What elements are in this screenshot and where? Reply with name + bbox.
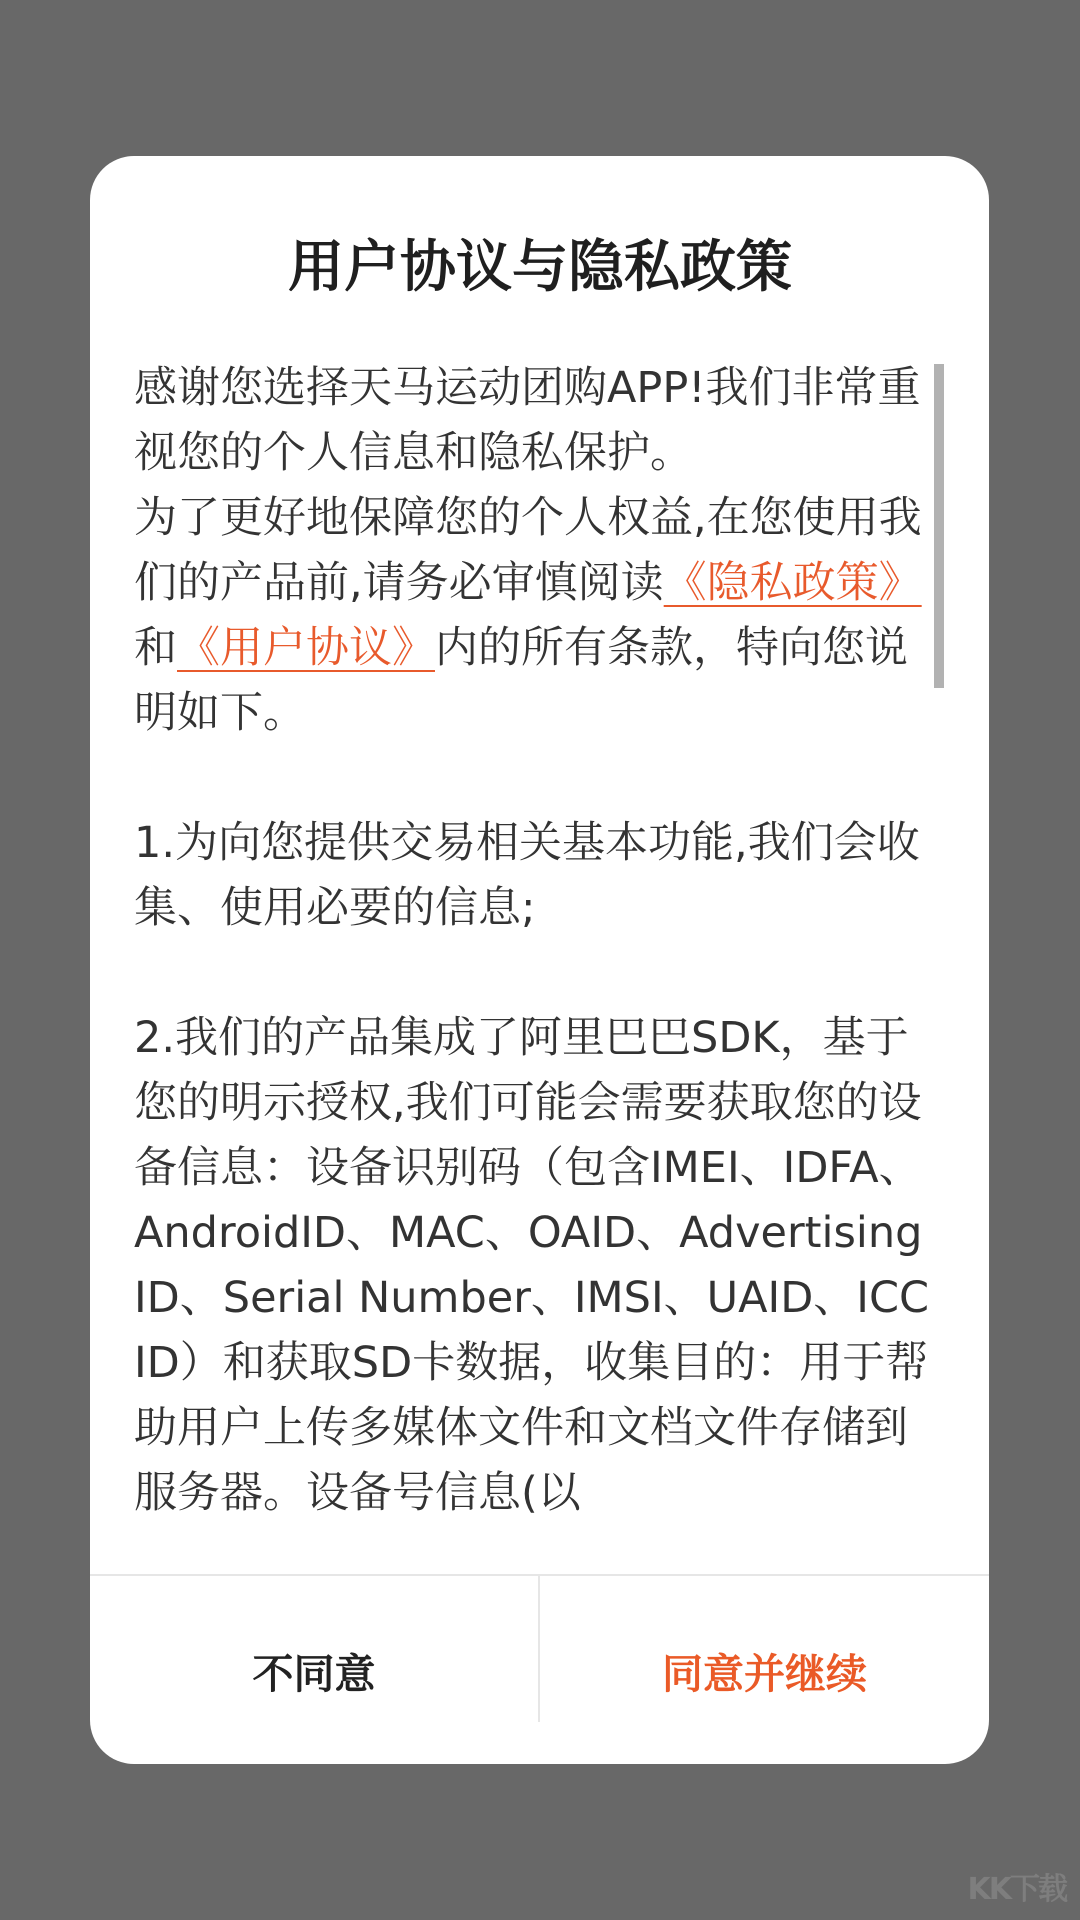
- notice-text-after: 内的所有条款，特向您说明如下。: [134, 623, 908, 738]
- notice-paragraph: [134, 486, 934, 746]
- notice-text: 为了更好地保障您的个人权益,在您使用我们的产品前,请务必审慎阅读: [134, 493, 922, 608]
- and-text: 和: [134, 623, 177, 673]
- intro-text: 感谢您选择天马运动团购APP!我们非常重视您的个人信息和隐私保护。: [134, 363, 921, 478]
- agreement-content-scroll[interactable]: [134, 356, 934, 1674]
- clause-item-1: 1.为向您提供交易相关基本功能,我们会收集、使用必要的信息;: [134, 818, 920, 933]
- disagree-button[interactable]: 不同意: [252, 1649, 376, 1698]
- clause-item-2: 2.我们的产品集成了阿里巴巴SDK，基于您的明示授权,我们可能会需要获取您的设备信息：设备识别码（包含IMEI、IDFA、AndroidID、MAC、OAID、Advertising ID、Serial Number、IMSI、UAID、ICCID）和获取SD卡数据，收集目的：用于帮助用户上传多媒体文件和文档文件存储到服务器。设备号信息(以: [134, 1013, 930, 1518]
- intro-paragraph: [134, 356, 934, 486]
- paragraph-spacer: [134, 746, 934, 811]
- privacy-policy-link[interactable]: 《隐私政策》: [663, 558, 922, 608]
- user-agreement-link[interactable]: 《用户协议》: [177, 623, 435, 673]
- scrollbar-thumb[interactable]: [934, 364, 944, 688]
- agreement-content: [134, 356, 934, 1526]
- agree-continue-button[interactable]: 同意并继续: [662, 1649, 867, 1698]
- watermark-logo: KK下载: [967, 1872, 1066, 1907]
- paragraph-spacer: [134, 941, 934, 1006]
- agreement-dialog: [90, 156, 989, 1764]
- dialog-title: 用户协议与隐私政策: [288, 235, 792, 300]
